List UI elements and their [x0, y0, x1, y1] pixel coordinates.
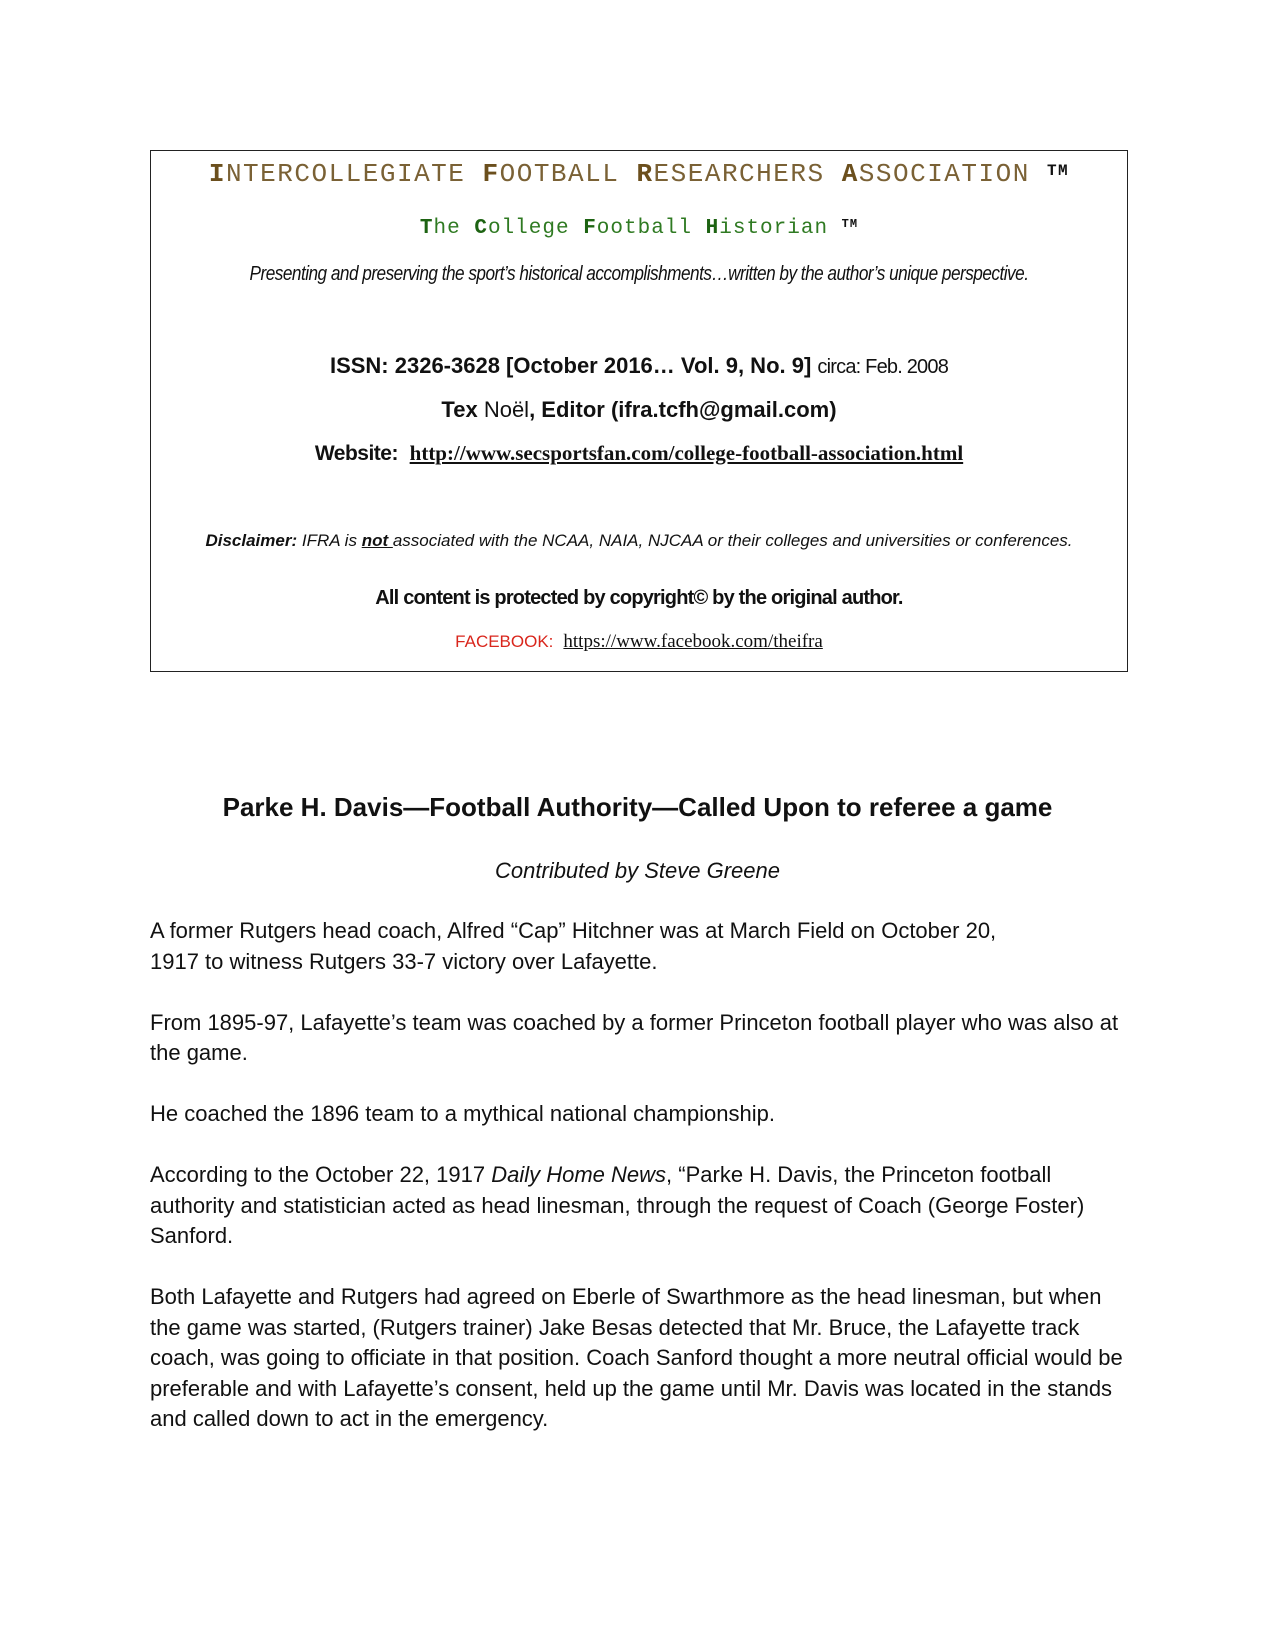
paragraph-line: A former Rutgers head coach, Alfred “Cap” Hitchner was at March Field on October 20,: [150, 918, 997, 943]
editor-last-name: Noël: [483, 397, 530, 422]
masthead-box: [150, 150, 1128, 672]
paragraph: Both Lafayette and Rutgers had agreed on Eberle of Swarthmore as the head linesman, but when the game was started, (Rutgers trainer) Jake Besas detected that Mr. Bruce, the Lafayette track coach, was going to officiate in that position. Coach Sanford thought a more neutral official would be preferable and with Lafayette’s consent, held up the game until Mr. Davis was located in the stands and called down to act in the emergency.: [150, 1284, 1123, 1431]
paragraph-line: 1917 to witness Rutgers 33-7 victory over Lafayette.: [150, 948, 658, 974]
disclaimer-label: Disclaimer:: [205, 531, 298, 550]
disclaimer-text: IFRA is: [297, 531, 362, 550]
association-initial: I: [208, 159, 226, 189]
trademark-mark: TM: [841, 217, 859, 231]
publication-initial: F: [583, 217, 597, 240]
article-title: Parke H. Davis—Football Authority—Called Upon to referee a game: [222, 792, 1053, 822]
publication-word: he: [433, 217, 461, 240]
copyright-notice: All content is protected by copyright© by the original author.: [375, 587, 903, 609]
association-word: ESEARCHERS: [653, 159, 825, 189]
editor-first-name: Tex: [441, 397, 478, 422]
association-name: [151, 159, 1127, 189]
facebook-link[interactable]: https://www.facebook.com/theifra: [563, 631, 823, 652]
publication-name: [151, 217, 1127, 240]
association-word: OOTBALL: [499, 159, 620, 189]
disclaimer-emphasis: not: [361, 531, 393, 550]
article-body: [150, 916, 1130, 1465]
issn-text: ISSN: 2326-3628 [October 2016… Vol. 9, No. 9]: [329, 353, 812, 378]
association-initial: F: [482, 159, 500, 189]
paragraph: From 1895-97, Lafayette’s team was coached by a former Princeton football player who was also at the game.: [150, 1009, 1119, 1065]
association-initial: A: [841, 159, 859, 189]
website-label: Website:: [314, 442, 398, 465]
editor-line: [151, 397, 1127, 423]
publication-word: istorian: [719, 217, 829, 240]
issn-line: [151, 353, 1127, 379]
paragraph-text: , “Parke H. Davis, the Princeton football authority and statistician acted as head linesman, through the request of Coach (George Foster) Sanford.: [150, 1162, 1085, 1248]
article-byline: Contributed by Steve Greene: [495, 858, 780, 883]
publication-word: ollege: [487, 217, 570, 240]
facebook-label: FACEBOOK:: [455, 632, 554, 651]
editor-contact: , Editor (ifra.tcfh@gmail.com): [529, 397, 837, 422]
trademark-mark: TM: [1046, 162, 1070, 180]
facebook-line: [151, 631, 1127, 653]
association-initial: R: [636, 159, 654, 189]
website-line: [151, 441, 1127, 466]
newspaper-title: Daily Home News: [491, 1162, 667, 1187]
paragraph: [150, 1160, 1130, 1252]
publication-word: ootball: [596, 217, 693, 240]
publication-initial: H: [705, 217, 720, 240]
tagline: Presenting and preserving the sport’s historical accomplishments…written by the author’s unique perspective.: [249, 263, 1029, 285]
association-word: SSOCIATION: [858, 159, 1030, 189]
paragraph: He coached the 1896 team to a mythical national championship.: [150, 1101, 775, 1126]
website-link[interactable]: http://www.secsportsfan.com/college-football-association.html: [409, 441, 964, 465]
circa-text: circa: Feb. 2008: [817, 356, 949, 378]
association-word: NTERCOLLEGIATE: [225, 159, 466, 189]
publication-initial: C: [474, 217, 488, 240]
paragraph-text: According to the October 22, 1917: [150, 1162, 492, 1187]
paragraph: [150, 916, 1130, 977]
publication-initial: T: [419, 217, 434, 240]
disclaimer: [191, 529, 1087, 552]
disclaimer-text: associated with the NCAA, NAIA, NJCAA or their colleges and universities or conferences.: [392, 531, 1073, 550]
